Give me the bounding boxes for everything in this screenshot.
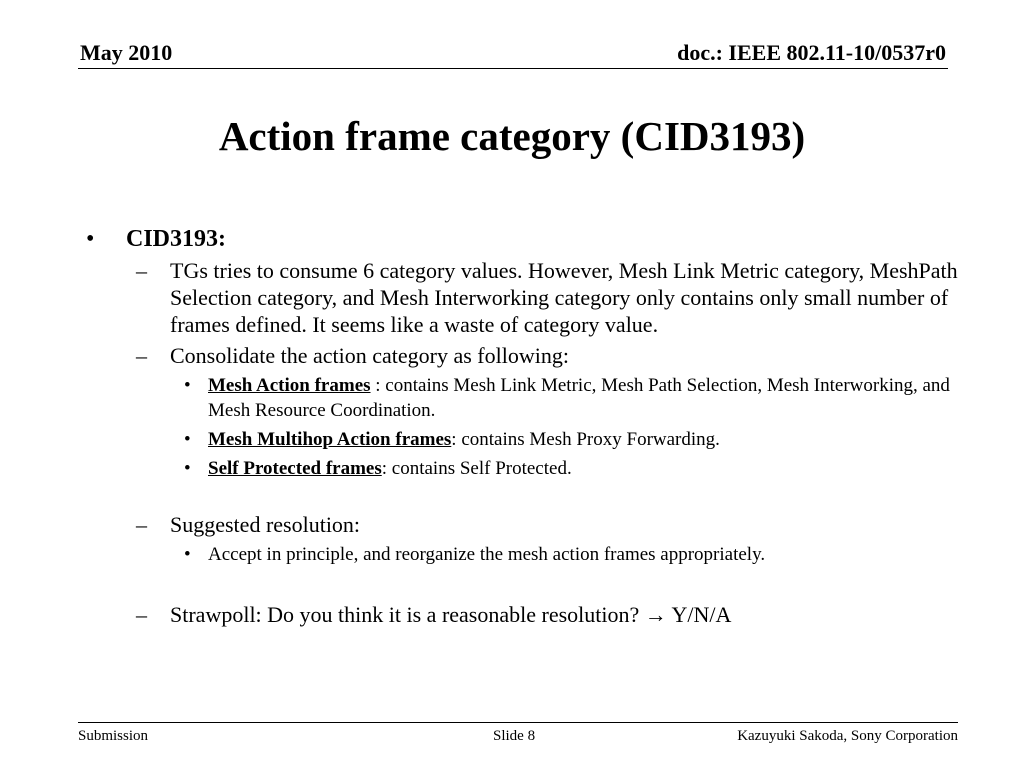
item-consolidate [130,342,986,369]
bullet-dot-icon: • [86,226,95,252]
bullet-dot-icon: • [184,458,191,479]
item-suggested-text: Suggested resolution: [170,512,361,537]
sub-accept [170,542,986,567]
item-tgs-text: TGs tries to consume 6 category values. However, Mesh Link Metric category, MeshPath Selection category, and Mesh Interworking category only contains only small number of frames defined. It seems like a waste of category value. [170,258,958,337]
header-date: May 2010 [80,40,173,65]
sub-self-protected-text: : contains Self Protected. [381,458,572,479]
item-consolidate-text: Consolidate the action category as following: [170,343,569,368]
item-tgs [130,257,986,338]
sub-mesh-action [170,373,986,423]
footer-divider [78,722,958,723]
footer-submission: Submission [78,728,149,744]
sub-mesh-action-text: : contains Mesh Link Metric, Mesh Path Selection, Mesh Interworking, and Mesh Resource Coordination. [208,375,950,421]
header-doc-id: doc.: IEEE 802.11-10/0537r0 [677,40,946,65]
spacer [86,567,986,597]
sub-accept-text: Accept in principle, and reorganize the mesh action frames appropriately. [208,544,766,565]
sub-self-protected [170,456,986,481]
dash-icon: – [136,343,147,368]
slide-title: Action frame category (CID3193) [218,113,806,159]
footer-slide-number: Slide 8 [493,728,536,744]
sub-mesh-multihop-label: Mesh Multihop Action frames [208,429,452,450]
sub-mesh-multihop [170,427,986,452]
item-suggested [130,511,986,538]
bullet-cid3193-label: CID3193: [126,226,226,252]
sub-mesh-action-label: Mesh Action frames [208,375,371,396]
item-strawpoll-text: Strawpoll: Do you think it is a reasonable resolution? [170,602,645,627]
sub-mesh-multihop-text: : contains Mesh Proxy Forwarding. [451,429,720,450]
spacer [86,481,986,507]
dash-icon: – [136,512,147,537]
bullet-dot-icon: • [184,375,191,396]
bullet-cid3193 [86,226,986,253]
footer-author: Kazuyuki Sakoda, Sony Corporation [737,728,958,744]
dash-icon: – [136,602,147,627]
arrow-right-icon: → [644,602,667,627]
bullet-dot-icon: • [184,429,191,450]
dash-icon: – [136,258,147,283]
slide-body [86,226,986,628]
item-strawpoll [130,601,986,628]
sub-self-protected-label: Self Protected frames [208,458,382,479]
header-divider [78,68,948,69]
bullet-dot-icon: • [184,544,191,565]
item-strawpoll-answer: Y/N/A [666,602,732,627]
